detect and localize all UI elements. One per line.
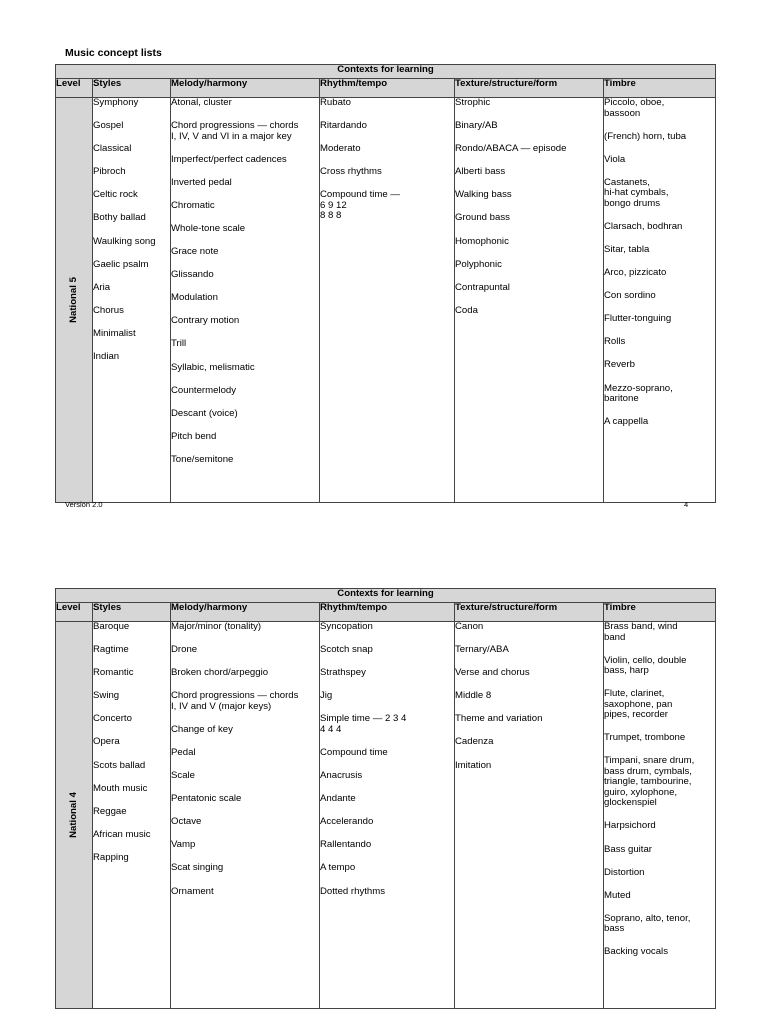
concept-item: Strathspey [320, 667, 366, 679]
concept-item: Aria [93, 281, 111, 293]
concept-item: Reggae [93, 805, 127, 817]
concept-item: Concerto [93, 713, 132, 725]
national5-concept-table [55, 64, 716, 503]
concept-item: African music [93, 828, 151, 840]
concept-item: Imitation [455, 759, 492, 771]
concept-item: Anacrusis [320, 770, 363, 782]
document-title: Music concept lists [65, 47, 162, 59]
concept-item: Pentatonic scale [171, 793, 242, 805]
concept-item: Trill [171, 338, 187, 350]
concept-item: Flute, clarinet, saxophone, pan pipes, recorder [604, 688, 673, 721]
concept-item: Romantic [93, 667, 134, 679]
concept-item: Accelerando [320, 816, 374, 828]
concept-item: Gospel [93, 120, 124, 132]
concept-item: Grace note [171, 246, 219, 258]
column-header-row [56, 79, 716, 98]
concept-item: Change of key [171, 723, 233, 735]
header-timbre: Timbre [604, 603, 716, 622]
concept-item: Verse and chorus [455, 667, 530, 679]
concept-item: Sitar, tabla [604, 243, 650, 255]
concept-item: Brass band, wind band [604, 621, 678, 643]
context-header-row [56, 589, 716, 603]
concept-item: Ritardando [320, 120, 367, 132]
national4-concept-table [55, 588, 716, 1009]
concept-item: Whole-tone scale [171, 222, 246, 234]
concept-item: Soprano, alto, tenor, bass [604, 912, 691, 935]
concept-item: Baroque [93, 621, 130, 632]
timbre-column [604, 98, 716, 503]
concept-item: Drone [171, 644, 198, 656]
concept-item: Coda [455, 304, 478, 316]
concept-item: Rolls [604, 336, 626, 348]
level-cell [56, 98, 93, 503]
concept-item: Homophonic [455, 235, 509, 247]
concept-item: Moderato [320, 143, 361, 155]
concept-item: Timpani, snare drum, bass drum, cymbals, triangle, tambourine, guiro, xylophone, glockenspiel [604, 755, 695, 809]
concept-item: Andante [320, 793, 356, 805]
footer-page-number: 4 [684, 500, 689, 509]
concept-item: Con sordino [604, 290, 656, 302]
concept-item: Vamp [171, 839, 196, 851]
concept-item: Chord progressions — chords I, IV and V (major keys) [171, 690, 299, 712]
concept-item: Reverb [604, 359, 635, 371]
level-cell [56, 622, 93, 1009]
concept-item: Swing [93, 690, 120, 702]
rhythm-tempo-column [320, 98, 455, 503]
header-styles: Styles [93, 79, 171, 98]
concept-item: Rubato [320, 97, 351, 108]
concept-item: Muted [604, 889, 631, 901]
concept-item: Polyphonic [455, 258, 502, 270]
concept-item: Bass guitar [604, 843, 652, 855]
concept-item: Major/minor (tonality) [171, 621, 262, 632]
header-rhythm-tempo: Rhythm/tempo [320, 603, 455, 622]
concept-item: Contrapuntal [455, 281, 510, 293]
concept-item: Scale [171, 770, 195, 782]
level-label-national4: National 4 [67, 792, 79, 838]
concept-item: Piccolo, oboe, bassoon [604, 97, 665, 119]
concept-item: Syllabic, melismatic [171, 361, 255, 373]
contexts-for-learning-header: Contexts for learning [56, 589, 716, 603]
header-timbre: Timbre [604, 79, 716, 98]
header-styles: Styles [93, 603, 171, 622]
concept-item: Pedal [171, 746, 196, 758]
concept-item: Symphony [93, 97, 139, 108]
concept-item: Indian [93, 351, 120, 363]
concept-item: Strophic [455, 97, 491, 108]
header-texture-structure-form: Texture/structure/form [455, 603, 604, 622]
concept-item: Trumpet, trombone [604, 732, 686, 744]
header-melody-harmony: Melody/harmony [171, 79, 320, 98]
concept-item: Compound time — 6 9 12 8 8 8 [320, 189, 400, 222]
concept-item: Scotch snap [320, 644, 373, 656]
concept-item: Rapping [93, 851, 129, 863]
concept-item: Ground bass [455, 212, 510, 224]
concept-item: Chord progressions — chords I, IV, V and VI in a major key [171, 120, 299, 142]
concept-item: Countermelody [171, 384, 237, 396]
concept-item: Ternary/ABA [455, 644, 509, 656]
concept-item: Rallentando [320, 839, 372, 851]
concept-item: (French) horn, tuba [604, 130, 687, 142]
concept-item: A cappella [604, 416, 649, 428]
header-rhythm-tempo: Rhythm/tempo [320, 79, 455, 98]
concept-item: Dotted rhythms [320, 885, 386, 897]
concept-item: Glissando [171, 269, 214, 281]
concept-item: Modulation [171, 292, 218, 304]
concept-item: Cadenza [455, 736, 494, 748]
concept-item: Pitch bend [171, 430, 217, 442]
concept-item: Classical [93, 143, 132, 155]
concept-item: Celtic rock [93, 189, 138, 201]
national4-row [56, 622, 716, 1009]
concept-item: Octave [171, 816, 202, 828]
concept-item: Tone/semitone [171, 453, 234, 465]
concept-item: Clarsach, bodhran [604, 220, 683, 232]
concept-item: Chorus [93, 304, 124, 316]
concept-item: Jig [320, 690, 333, 702]
styles-column [93, 622, 171, 1009]
concept-item: Canon [455, 621, 484, 632]
rhythm-tempo-column [320, 622, 455, 1009]
concept-item: Scots ballad [93, 759, 146, 771]
concept-item: Atonal, cluster [171, 97, 232, 108]
concept-item: Broken chord/arpeggio [171, 667, 269, 679]
texture-structure-form-column [455, 98, 604, 503]
concept-item: Harpsichord [604, 820, 656, 832]
national5-row [56, 98, 716, 503]
concept-item: Waulking song [93, 235, 156, 247]
texture-structure-form-column [455, 622, 604, 1009]
level-label-national5: National 5 [67, 277, 79, 323]
concept-item: Pibroch [93, 166, 126, 178]
concept-item: Binary/AB [455, 120, 498, 132]
concept-item: Backing vocals [604, 946, 668, 958]
concept-item: Minimalist [93, 327, 136, 339]
concept-item: Scat singing [171, 862, 224, 874]
concept-item: Opera [93, 736, 120, 748]
concept-item: Gaelic psalm [93, 258, 149, 270]
concept-item: Mezzo-soprano, baritone [604, 382, 673, 405]
concept-item: Syncopation [320, 621, 373, 632]
concept-item: Descant (voice) [171, 407, 238, 419]
concept-item: Ornament [171, 885, 214, 897]
concept-item: Imperfect/perfect cadences [171, 153, 287, 165]
concept-item: Inverted pedal [171, 176, 232, 188]
header-texture-structure-form: Texture/structure/form [455, 79, 604, 98]
context-header-row [56, 65, 716, 79]
concept-item: Bothy ballad [93, 212, 146, 224]
concept-item: Viola [604, 153, 626, 165]
concept-item: Compound time [320, 746, 388, 758]
concept-item: A tempo [320, 862, 356, 874]
header-level: Level [56, 79, 93, 98]
concept-item: Rondo/ABACA — episode [455, 143, 567, 155]
footer-version: Version 2.0 [65, 500, 103, 509]
concept-item: Arco, pizzicato [604, 267, 667, 279]
concept-item: Cross rhythms [320, 166, 382, 178]
concept-item: Castanets, hi-hat cymbals, bongo drums [604, 176, 669, 209]
concept-item: Contrary motion [171, 315, 240, 327]
header-melody-harmony: Melody/harmony [171, 603, 320, 622]
column-header-row [56, 603, 716, 622]
concept-item: Theme and variation [455, 713, 543, 725]
concept-item: Flutter-tonguing [604, 313, 672, 325]
styles-column [93, 98, 171, 503]
concept-item: Walking bass [455, 189, 512, 201]
timbre-column [604, 622, 716, 1009]
melody-harmony-column [171, 622, 320, 1009]
contexts-for-learning-header: Contexts for learning [56, 65, 716, 79]
concept-item: Ragtime [93, 644, 129, 656]
concept-item: Middle 8 [455, 690, 492, 702]
melody-harmony-column [171, 98, 320, 503]
concept-item: Mouth music [93, 782, 148, 794]
concept-item: Chromatic [171, 199, 215, 211]
header-level: Level [56, 603, 93, 622]
concept-item: Distortion [604, 866, 645, 878]
concept-item: Simple time — 2 3 4 4 4 4 [320, 713, 407, 735]
concept-item: Alberti bass [455, 166, 506, 178]
concept-item: Violin, cello, double bass, harp [604, 654, 687, 677]
